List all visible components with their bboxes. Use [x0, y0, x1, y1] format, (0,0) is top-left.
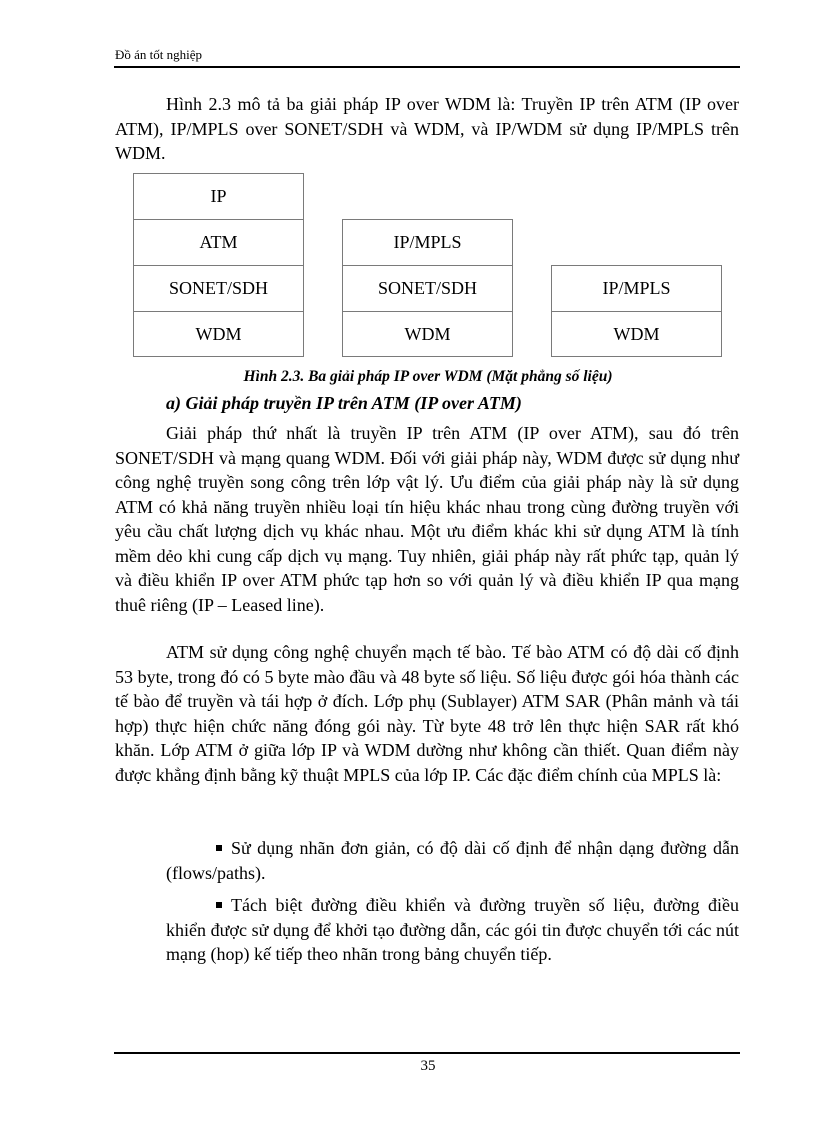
stack2-layer-sonet-sdh: SONET/SDH — [342, 265, 513, 312]
bullet-text: Tách biệt đường điều khiển và đường truyền số liệu, đường điều khiển được sử dụng để khởi tạo đường dẫn, các gói tin được chuyển tới các nút mạng (hop) kế tiếp theo nhãn trong bảng chuyển tiếp. — [166, 895, 739, 964]
page-number: 35 — [420, 1058, 436, 1074]
bullet-square-icon — [216, 845, 222, 851]
stack3-layer-ip-mpls: IP/MPLS — [551, 265, 722, 312]
stack3-layer-wdm: WDM — [551, 311, 722, 357]
section-a-paragraph-2: ATM sử dụng công nghệ chuyển mạch tế bào. Tế bào ATM có độ dài cố định 53 byte, trong đó có 5 byte mào đầu và 48 byte số liệu. Số liệu được gói hóa thành các tế bào để truyền và tái hợp ở đích. Lớp phụ (Sublayer) ATM SAR (Phân mảnh và tái hợp) thực hiện chức năng đóng gói này. Từ byte 48 trở lên thực hiện SAR rất khó khăn. Lớp ATM ở giữa lớp IP và WDM dường như không cần thiết. Quan điểm này được khẳng định bằng kỹ thuật MPLS của lớp IP. Các đặc điểm chính của MPLS là: — [115, 642, 739, 785]
section-a-paragraph-1: Giải pháp thứ nhất là truyền IP trên ATM (IP over ATM), sau đó trên SONET/SDH và mạng quang WDM. Đối với giải pháp này, WDM được sử dụng như công nghệ truyền song công trên lớp vật lý. Ưu điểm của giải pháp này là sử dụng ATM có khả năng truyền nhiều loại tín hiệu khác nhau trong cùng đường truyền với yêu cầu chất lượng dịch vụ khác nhau. Một ưu điểm khác khi sử dụng ATM là tính mềm dẻo khi cung cấp dịch vụ mạng. Tuy nhiên, giải pháp này rất phức tạp, quản lý và điều khiển IP over ATM phức tạp hơn so với quản lý và điều khiển IP qua mạng thuê riêng (IP – Leased line). — [115, 423, 739, 615]
page-header-title: Đồ án tốt nghiệp — [115, 47, 203, 62]
bullet-square-icon — [216, 902, 222, 908]
bullet-text: Sử dụng nhãn đơn giản, có độ dài cố định để nhận dạng đường dẫn (flows/paths). — [166, 838, 739, 883]
stack2-layer-wdm: WDM — [342, 311, 513, 357]
intro-paragraph: Hình 2.3 mô tả ba giải pháp IP over WDM là: Truyền IP trên ATM (IP over ATM), IP/MPLS over SONET/SDH và WDM, và IP/WDM sử dụng IP/MPLS trên WDM. — [115, 94, 739, 163]
stack1-layer-sonet-sdh: SONET/SDH — [133, 265, 304, 312]
section-a-heading: a) Giải pháp truyền IP trên ATM (IP over ATM) — [166, 393, 522, 413]
stack2-layer-ip-mpls: IP/MPLS — [342, 219, 513, 266]
bullet-item — [166, 893, 739, 967]
stack1-layer-wdm: WDM — [133, 311, 304, 357]
header-divider — [114, 66, 740, 68]
stack1-layer-atm: ATM — [133, 219, 304, 266]
stack1-layer-ip: IP — [133, 173, 304, 220]
figure-caption: Hình 2.3. Ba giải pháp IP over WDM (Mặt phẳng số liệu) — [243, 368, 613, 385]
footer-divider — [114, 1052, 740, 1054]
bullet-item — [166, 836, 739, 885]
